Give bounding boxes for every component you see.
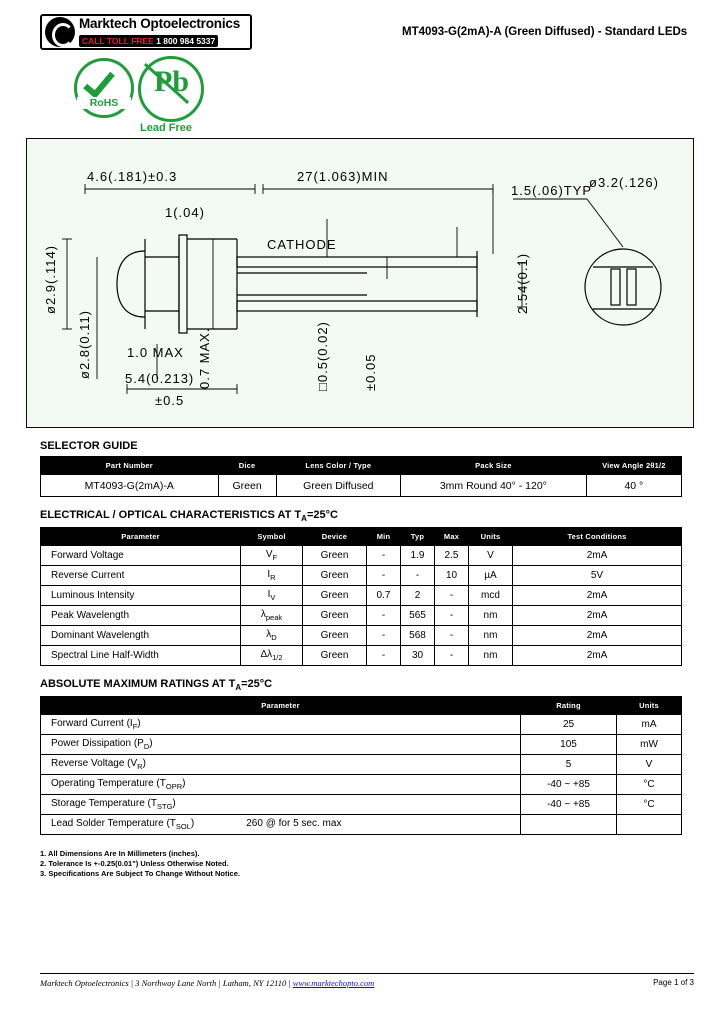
table-row <box>41 586 682 606</box>
cell-device: Green <box>303 586 367 606</box>
notes-block <box>40 849 694 879</box>
dim-lead-pitch: ±0.05 <box>363 353 378 391</box>
symbol-base: Δλ <box>260 649 273 661</box>
mechanical-drawing <box>26 138 694 428</box>
cell-units: nm <box>469 646 513 666</box>
symbol-base: I <box>129 718 133 730</box>
absolute-max-table <box>40 696 682 835</box>
footer-address-block <box>40 978 374 988</box>
cell-parameter: Forward Voltage <box>41 546 241 566</box>
electrical-title <box>40 509 694 523</box>
cell-typ: 30 <box>401 646 435 666</box>
table-row <box>41 546 682 566</box>
param-end: ) <box>137 718 141 730</box>
selector-guide-title: SELECTOR GUIDE <box>40 440 138 452</box>
table-row <box>41 755 682 775</box>
dim-lead-w: □0.5(0.02) <box>315 321 330 391</box>
cell-max: - <box>435 606 469 626</box>
cell-device: Green <box>303 646 367 666</box>
param-text: Storage Temperature ( <box>51 798 151 810</box>
cell-rating: 5 <box>521 755 617 775</box>
col-units: Units <box>617 697 682 715</box>
absmax-title-pre: ABSOLUTE MAXIMUM RATINGS AT T <box>40 678 236 691</box>
cell-parameter <box>41 755 521 775</box>
absmax-title-sub: A <box>235 683 242 693</box>
toll-free-number: 1 800 984 5337 <box>156 35 216 46</box>
cell-min: - <box>367 606 401 626</box>
cell-part-number: MT4093-G(2mA)-A <box>41 475 219 497</box>
param-text: Power Dissipation ( <box>51 738 138 750</box>
symbol-sub: SOL <box>175 822 191 832</box>
cell-rating: 25 <box>521 715 617 735</box>
param-end: ) <box>182 778 186 790</box>
cell-min: - <box>367 566 401 586</box>
col-test-conditions: Test Conditions <box>513 528 682 546</box>
dim-lead-length: 27(1.063)MIN <box>297 169 389 184</box>
label-cathode: CATHODE <box>267 237 337 252</box>
table-row <box>41 775 682 795</box>
dim-07-max: 0.7 MAX. <box>197 327 212 389</box>
symbol-sub: OPR <box>165 782 183 792</box>
cell-min: - <box>367 626 401 646</box>
cell-device: Green <box>303 626 367 646</box>
cell-device: Green <box>303 606 367 626</box>
note-3: 3. Specifications Are Subject To Change Without Notice. <box>40 869 240 879</box>
drawing-svg <box>27 139 693 427</box>
symbol-sub: STG <box>156 802 173 812</box>
cell-symbol <box>241 606 303 626</box>
symbol-base: λ <box>266 629 272 641</box>
col-symbol: Symbol <box>241 528 303 546</box>
dim-typ: 1.5(.06)TYP <box>511 183 593 198</box>
cell-symbol <box>241 586 303 606</box>
col-min: Min <box>367 528 401 546</box>
symbol-sub: peak <box>265 613 283 623</box>
symbol-sub: 1/2 <box>272 653 283 663</box>
cell-parameter: Spectral Line Half-Width <box>41 646 241 666</box>
check-icon <box>83 65 115 98</box>
rohs-label: RoHS <box>77 97 131 109</box>
toll-free-label: CALL TOLL FREE <box>82 35 154 46</box>
cell-units: °C <box>617 795 682 815</box>
cell-symbol <box>241 546 303 566</box>
cell-device: Green <box>303 566 367 586</box>
cell-max: - <box>435 586 469 606</box>
company-name: Marktech Optoelectronics <box>79 15 240 31</box>
table-row <box>41 795 682 815</box>
cell-min: - <box>367 546 401 566</box>
absmax-title-post: =25°C <box>241 678 273 691</box>
symbol-sub: D <box>143 742 150 752</box>
cell-parameter <box>41 815 521 835</box>
cell-typ: 568 <box>401 626 435 646</box>
dim-dia-head: ø3.2(.126) <box>589 175 659 190</box>
table-row <box>41 606 682 626</box>
table-header-row <box>41 697 682 715</box>
cell-max: 2.5 <box>435 546 469 566</box>
electrical-rows <box>41 546 682 666</box>
electrical-title-post: =25°C <box>306 509 338 521</box>
logo-text-block <box>79 16 240 49</box>
cell-rating-inline: 260 @ for 5 sec. max <box>246 818 342 830</box>
dim-body-h: 5.4(0.213) <box>125 371 195 386</box>
lead-free-label: Lead Free <box>140 122 192 134</box>
symbol-sub: R <box>137 762 143 772</box>
dim-dia-body: ø2.8(0.11) <box>77 309 92 379</box>
col-dice: Dice <box>218 457 276 475</box>
symbol-base: T <box>169 818 176 830</box>
symbol-sub: R <box>270 573 276 583</box>
col-rating: Rating <box>521 697 617 715</box>
param-end: ) <box>190 818 195 830</box>
col-lens-color: Lens Color / Type <box>276 457 400 475</box>
cell-test: 2mA <box>513 646 682 666</box>
dim-pitch: 2.54(0.1) <box>515 252 530 314</box>
table-row <box>41 475 682 497</box>
cell-parameter: Peak Wavelength <box>41 606 241 626</box>
symbol-base: T <box>159 778 166 790</box>
cell-units: mW <box>617 735 682 755</box>
col-pack-size: Pack Size <box>401 457 587 475</box>
dim-lead-spacing: 4.6(.181)±0.3 <box>87 169 178 184</box>
symbol-base: I <box>267 569 271 581</box>
cell-units: nm <box>469 626 513 646</box>
page-footer <box>40 973 694 988</box>
cell-parameter <box>41 795 521 815</box>
cell-test: 2mA <box>513 626 682 646</box>
cell-units: V <box>469 546 513 566</box>
table-row <box>41 626 682 646</box>
cell-test: 2mA <box>513 606 682 626</box>
param-end: ) <box>172 798 176 810</box>
compliance-badges <box>26 54 694 134</box>
col-units: Units <box>469 528 513 546</box>
dim-body-tol: ±0.5 <box>155 393 185 408</box>
cell-test: 5V <box>513 566 682 586</box>
symbol-base: V <box>265 549 273 561</box>
cell-rating: -40 ~ +85 <box>521 775 617 795</box>
symbol-base: T <box>150 798 157 810</box>
symbol-sub: V <box>270 593 276 603</box>
symbol-base: λ <box>260 609 266 621</box>
cell-lens-color: Green Diffused <box>276 475 400 497</box>
col-typ: Typ <box>401 528 435 546</box>
cell-typ: 565 <box>401 606 435 626</box>
cell-test: 2mA <box>513 546 682 566</box>
electrical-title-pre: ELECTRICAL / OPTICAL CHARACTERISTICS AT T <box>40 509 302 521</box>
cell-view-angle: 40 ° <box>586 475 681 497</box>
dim-flange-h: 1(.04) <box>165 205 205 220</box>
param-end: ) <box>149 738 153 750</box>
page-header <box>26 10 694 52</box>
pb-label: Pb <box>154 65 190 98</box>
cell-typ: 1.9 <box>401 546 435 566</box>
col-parameter: Parameter <box>41 528 241 546</box>
company-logo <box>40 14 252 50</box>
cell-parameter: Reverse Current <box>41 566 241 586</box>
cell-units <box>617 815 682 835</box>
page-number: Page 1 of 3 <box>653 978 694 987</box>
cell-max: - <box>435 646 469 666</box>
cell-symbol <box>241 646 303 666</box>
cell-rating <box>521 815 617 835</box>
cell-test: 2mA <box>513 586 682 606</box>
symbol-base: V <box>130 758 138 770</box>
cell-min: 0.7 <box>367 586 401 606</box>
dim-dia-lens: ø2.9(.114) <box>43 244 58 314</box>
cell-units: nm <box>469 606 513 626</box>
electrical-title-sub: A <box>301 514 307 524</box>
cell-rating: -40 ~ +85 <box>521 795 617 815</box>
col-view-angle: View Angle 2θ1/2 <box>586 457 681 475</box>
cell-typ: - <box>401 566 435 586</box>
absolute-max-rows <box>41 715 682 835</box>
cell-units: °C <box>617 775 682 795</box>
cell-rating: 105 <box>521 735 617 755</box>
note-2: 2. Tolerance Is +-0.25(0.01") Unless Otherwise Noted. <box>40 859 229 869</box>
absolute-max-title <box>40 678 694 692</box>
electrical-table <box>40 527 682 666</box>
cell-parameter: Luminous Intensity <box>41 586 241 606</box>
table-row <box>41 815 682 835</box>
cell-pack-size: 3mm Round 40° - 120° <box>401 475 587 497</box>
cell-typ: 2 <box>401 586 435 606</box>
symbol-sub: F <box>272 553 278 563</box>
symbol-sub: F <box>132 722 138 732</box>
marktech-logo-icon <box>45 17 75 47</box>
cell-parameter <box>41 775 521 795</box>
cell-units: V <box>617 755 682 775</box>
toll-free-badge <box>79 35 218 47</box>
col-max: Max <box>435 528 469 546</box>
table-row <box>41 735 682 755</box>
cell-units: µA <box>469 566 513 586</box>
param-text: Reverse Voltage ( <box>51 758 131 770</box>
cell-max: 10 <box>435 566 469 586</box>
param-text: Lead Solder Temperature ( <box>51 818 170 830</box>
col-parameter: Parameter <box>41 697 521 715</box>
cell-parameter <box>41 735 521 755</box>
cell-parameter <box>41 715 521 735</box>
table-row <box>41 566 682 586</box>
table-header-row <box>41 457 682 475</box>
footer-address: Marktech Optoelectronics | 3 Northway Lane North | Latham, NY 12110 | <box>40 978 293 988</box>
note-1: 1. All Dimensions Are In Millimeters (inches). <box>40 849 200 859</box>
page-title: MT4093-G(2mA)-A (Green Diffused) - Standard LEDs <box>402 26 688 38</box>
param-text: Forward Current ( <box>51 718 130 730</box>
selector-guide-table <box>40 456 682 497</box>
table-row <box>41 715 682 735</box>
table-row <box>41 646 682 666</box>
dim-flat-max: 1.0 MAX <box>127 345 184 360</box>
cell-symbol <box>241 566 303 586</box>
symbol-sub: D <box>271 633 277 643</box>
param-text: Operating Temperature ( <box>51 778 160 790</box>
col-device: Device <box>303 528 367 546</box>
symbol-base: P <box>137 738 144 750</box>
cell-parameter: Dominant Wavelength <box>41 626 241 646</box>
cell-max: - <box>435 626 469 646</box>
cell-device: Green <box>303 546 367 566</box>
website-link[interactable]: www.marktechopto.com <box>292 978 375 988</box>
cell-dice: Green <box>218 475 276 497</box>
param-end: ) <box>142 758 146 770</box>
cell-units: mcd <box>469 586 513 606</box>
cell-symbol <box>241 626 303 646</box>
cell-units: mA <box>617 715 682 735</box>
table-header-row <box>41 528 682 546</box>
rohs-badge-icon <box>74 58 134 118</box>
cell-min: - <box>367 646 401 666</box>
pb-free-badge-icon <box>138 56 204 122</box>
symbol-base: I <box>267 589 271 601</box>
col-part-number: Part Number <box>41 457 219 475</box>
